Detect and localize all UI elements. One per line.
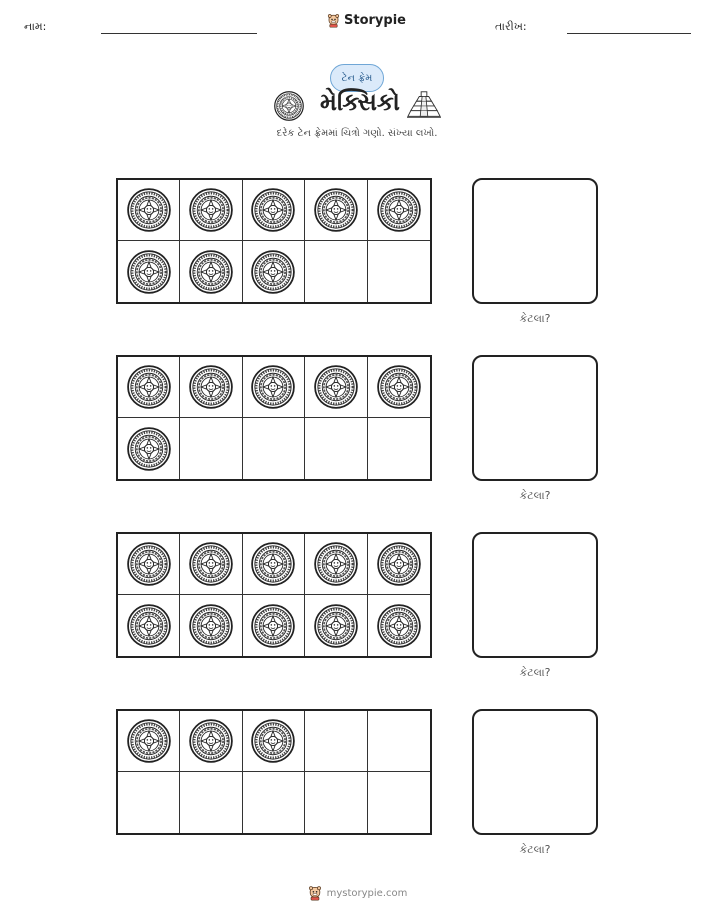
aztec-calendar-icon [314, 604, 358, 648]
aztec-calendar-icon [377, 188, 421, 232]
ten-frame-cell [180, 180, 242, 241]
ten-frame-cell [243, 534, 305, 595]
storypie-mascot-icon [307, 885, 323, 901]
aztec-calendar-icon [127, 188, 171, 232]
answer-label-3: કેટલા? [519, 666, 551, 679]
brand-name: Storypie [344, 13, 406, 28]
aztec-calendar-icon [377, 365, 421, 409]
ten-frame-cell [180, 711, 242, 772]
ten-frame-cell [305, 180, 367, 241]
ten-frame-cell [305, 772, 367, 833]
ten-frame-cell [243, 180, 305, 241]
ten-frame-cell [118, 180, 180, 241]
aztec-calendar-icon [189, 719, 233, 763]
ten-frame-1 [116, 178, 432, 304]
storypie-mascot-icon [326, 13, 341, 28]
answer-label-2: કેટલા? [519, 489, 551, 502]
ten-frame-cell [368, 241, 430, 302]
ten-frame-cell [118, 595, 180, 656]
ten-frame-cell [368, 711, 430, 772]
aztec-calendar-icon [127, 250, 171, 294]
aztec-calendar-icon [251, 365, 295, 409]
page-title: મેક્સિકો [320, 88, 400, 116]
aztec-calendar-icon [314, 542, 358, 586]
aztec-calendar-icon [189, 188, 233, 232]
aztec-calendar-icon [189, 250, 233, 294]
ten-frame-cell [118, 418, 180, 479]
ten-frame-cell [180, 241, 242, 302]
ten-frame-cell [368, 418, 430, 479]
aztec-calendar-icon [127, 365, 171, 409]
ten-frame-cell [243, 357, 305, 418]
ten-frame-2 [116, 355, 432, 481]
ten-frame-cell [368, 772, 430, 833]
date-line[interactable] [567, 33, 691, 34]
ten-frame-cell [305, 241, 367, 302]
aztec-calendar-icon [189, 604, 233, 648]
aztec-calendar-icon [127, 542, 171, 586]
aztec-calendar-icon [377, 604, 421, 648]
aztec-calendar-icon [127, 719, 171, 763]
name-line[interactable] [101, 33, 257, 34]
ten-frame-cell [118, 241, 180, 302]
ten-frame-cell [305, 534, 367, 595]
ten-frame-cell [243, 418, 305, 479]
ten-frame-cell [118, 711, 180, 772]
aztec-calendar-icon [274, 91, 304, 121]
aztec-calendar-icon [314, 188, 358, 232]
ten-frame-cell [368, 534, 430, 595]
answer-box-4[interactable] [472, 709, 598, 835]
ten-frame-cell [368, 180, 430, 241]
ten-frame-3 [116, 532, 432, 658]
pyramid-icon [407, 89, 441, 121]
answer-box-3[interactable] [472, 532, 598, 658]
ten-frame-cell [243, 241, 305, 302]
answer-label-4: કેટલા? [519, 843, 551, 856]
aztec-calendar-icon [189, 542, 233, 586]
ten-frame-cell [305, 357, 367, 418]
ten-frame-cell [180, 595, 242, 656]
brand-logo [326, 13, 406, 28]
name-label: નામ: [24, 20, 47, 33]
aztec-calendar-icon [314, 365, 358, 409]
answer-box-2[interactable] [472, 355, 598, 481]
ten-frame-cell [243, 595, 305, 656]
ten-frame-cell [180, 418, 242, 479]
aztec-calendar-icon [251, 542, 295, 586]
ten-frame-cell [180, 772, 242, 833]
subtitle-text: ટેન ફ્રેમ [341, 72, 373, 84]
aztec-calendar-icon [377, 542, 421, 586]
answer-label-1: કેટલા? [519, 312, 551, 325]
ten-frame-cell [368, 357, 430, 418]
ten-frame-cell [180, 357, 242, 418]
instructions: દરેક ટેન ફ્રેમમાં ચિત્રો ગણો. સંખ્યા લખો. [276, 128, 438, 139]
ten-frame-cell [180, 534, 242, 595]
aztec-calendar-icon [251, 604, 295, 648]
ten-frame-cell [305, 418, 367, 479]
aztec-calendar-icon [251, 188, 295, 232]
ten-frame-cell [368, 595, 430, 656]
answer-box-1[interactable] [472, 178, 598, 304]
footer [0, 885, 714, 901]
aztec-calendar-icon [189, 365, 233, 409]
footer-url[interactable]: mystorypie.com [326, 887, 408, 899]
aztec-calendar-icon [127, 427, 171, 471]
ten-frame-cell [305, 711, 367, 772]
ten-frame-4 [116, 709, 432, 835]
ten-frame-cell [118, 772, 180, 833]
ten-frame-cell [118, 357, 180, 418]
ten-frame-cell [243, 711, 305, 772]
aztec-calendar-icon [251, 719, 295, 763]
aztec-calendar-icon [251, 250, 295, 294]
date-label: તારીખ: [495, 20, 527, 33]
ten-frame-cell [243, 772, 305, 833]
ten-frame-cell [305, 595, 367, 656]
ten-frame-cell [118, 534, 180, 595]
aztec-calendar-icon [127, 604, 171, 648]
